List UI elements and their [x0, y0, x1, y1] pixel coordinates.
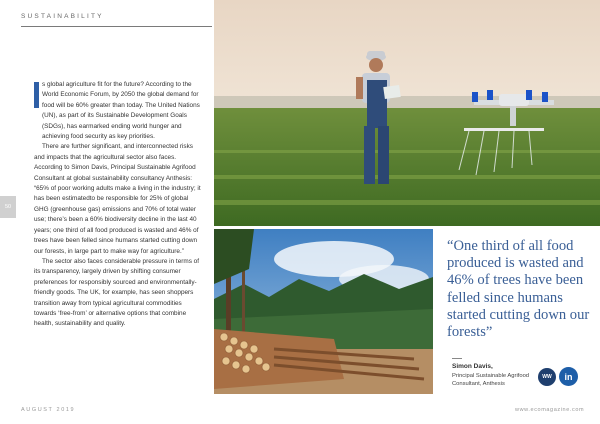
- farmer-drone-photo: [214, 0, 600, 226]
- article-paragraph: There are further significant, and interconnected risks and impacts that the agricultural sector also faces. According to Simon Davis, Principal Sustainable Agrifood Consultant at global sustainability consultancy Anthesis: “65% of poor working adults make a living in the industry; it has been estimatedto be responsible for 25% of global GHG (greenhouse gas) emissions and 70% of total water use; there’s been a 60% biodiversity decline in the last 40 years; one third of all food produced is wasted and 46% of trees have been felled since humans started cutting down our forests, in large part to make way for agriculture.”: [34, 143, 201, 255]
- ww-logo-icon: WW: [538, 368, 556, 386]
- quote-attribution-name: Simon Davis,: [452, 363, 493, 370]
- linkedin-icon[interactable]: in: [559, 367, 578, 386]
- header-rule: [21, 26, 212, 27]
- footer-date: AUGUST 2019: [21, 407, 76, 413]
- pull-quote: “One third of all food produced is wasted and 46% of trees have been felled since humans started cutting down our forests”: [447, 238, 590, 341]
- quote-divider: [452, 358, 462, 359]
- article-paragraph: The sector also faces considerable pressure in terms of its transparency, largely driven by shifting consumer preferences for responsibly sourced and environmentally-friendly goods. The UK, for example, has seen shoppers transition away from typical agricultural commodities towards ‘free-from’ or alternative options that combine health, sustainability and quality.: [34, 257, 199, 328]
- section-label: SUSTAINABILITY: [21, 13, 104, 20]
- footer-website[interactable]: www.ecomagazine.com: [515, 407, 585, 413]
- felled-logs-photo: [214, 229, 433, 394]
- quote-attribution-role: Principal Sustainable Agrifood Consultant, Anthesis: [452, 373, 530, 388]
- page-number-left: 50: [0, 196, 16, 218]
- article-paragraph: s global agriculture fit for the future? According to the World Economic Forum, by 2050 the global demand for food will be 60% greater than today. The United Nations (UN), as part of its Sustainable Development Goals (SDGs), has earmarked ending world hunger and achieving food security as key priorities.: [42, 81, 200, 141]
- article-body: [34, 80, 202, 330]
- drop-cap-bar: [34, 82, 39, 108]
